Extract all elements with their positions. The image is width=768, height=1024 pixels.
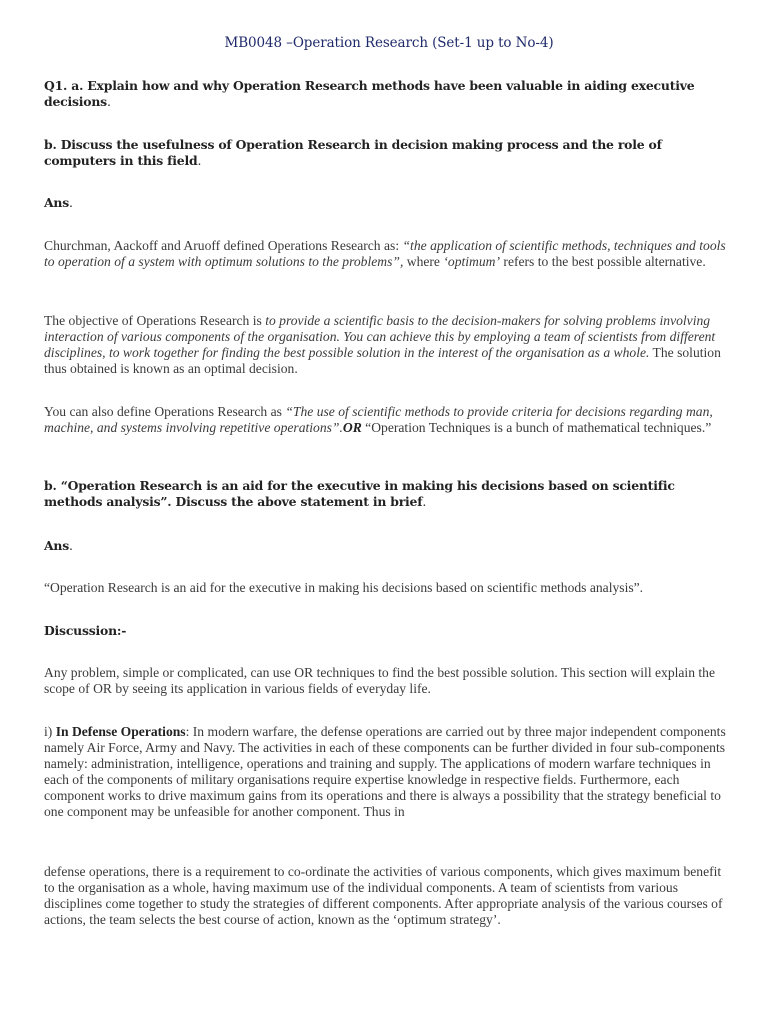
paragraph-defense-text: : In modern warfare, the defense operations are carried out by three major independent components namely Air Force, Army and Navy. The activities in each of these components can be further divided in four sub-components namely: administration, intelligence, operations and training and supply. The applications of modern warfare techniques in each of the components of military organisations require expertise knowledge in respective fields. Furthermore, each component works to drive maximum gains from its operations and there is always a possibility that the strategy beneficial to one component may be unfeasible for another component. Thus in [44,724,726,819]
paragraph-scope: Any problem, simple or complicated, can use OR techniques to find the best possible solution. This section will explain the scope of OR by seeing its application in various fields of everyday life. [44,665,716,696]
paragraph-defense-heading: In Defense Operations [55,724,186,739]
paragraph-definition [44,238,734,270]
question-1b-statement-text: b. “Operation Research is an aid for the executive in making his decisions based on scientific methods analysis”. Discuss the above statement in brief [44,478,675,509]
question-1a-period: . [106,94,111,109]
paragraph-alt-definition [44,404,734,436]
paragraph-objective-italic: to provide a scientific basis to the decision-makers for solving problems involving interaction of various components of the organisation. You can achieve this by employing a team of scientists from different disciplines, to work together for finding the best possible solution in the interest of the organisation as a whole. [44,313,716,360]
paragraph-alt-definition-a: You can also define Operations Research as [44,404,286,419]
paragraph-quote: “Operation Research is an aid for the executive in making his decisions based on scientific methods analysis”. [44,580,644,595]
question-1b-text: b. Discuss the usefulness of Operation Research in decision making process and the role of computers in this field [44,137,662,168]
question-1b-statement-period: . [422,494,427,509]
answer-label-2-period: . [69,538,73,553]
paragraph-definition-a: Churchman, Aackoff and Aruoff defined Operations Research as: [44,238,403,253]
paragraph-defense-prefix: i) [44,724,56,739]
paragraph-definition-quote: “the application of scientific methods, techniques and tools to operation of a system with optimum solutions to the problems”, [44,238,726,269]
question-1a [44,78,734,110]
paragraph-definition-e: refers to the best possible alternative. [500,254,706,269]
paragraph-alt-definition-d: “Operation Techniques is a bunch of mathematical techniques.” [361,420,712,435]
question-1b [44,137,734,169]
answer-label-2-text: Ans [44,538,69,553]
page-title: MB0048 –Operation Research (Set-1 up to No-4) [224,35,554,51]
answer-label-2 [44,538,734,554]
question-1b-period: . [197,153,202,168]
answer-label-1-text: Ans [44,195,69,210]
paragraph-definition-optimum: ‘optimum’ [443,254,501,269]
paragraph-definition-c: where [403,254,444,269]
paragraph-defense-operations [44,724,734,820]
paragraph-alt-definition-quote: “The use of scientific methods to provide criteria for decisions regarding man, machine, and systems involving repetitive operations”. [44,404,713,435]
paragraph-objective-c: The solution thus obtained is known as an optimal decision. [44,345,721,376]
question-1b-statement [44,478,734,510]
answer-label-1 [44,195,734,211]
question-1a-text: Q1. a. Explain how and why Operation Research methods have been valuable in aiding executive decisions [44,78,695,109]
answer-label-1-period: . [69,195,73,210]
paragraph-defense-continued: defense operations, there is a requirement to co-ordinate the activities of various components, which gives maximum benefit to the organisation as a whole, having maximum use of the individual components. A team of scientists from various disciplines come together to study the strategies of different components. After appropriate analysis of the various courses of actions, the team selects the best course of action, known as the ‘optimum strategy’. [44,864,723,927]
paragraph-objective [44,313,734,377]
paragraph-objective-a: The objective of Operations Research is [44,313,266,328]
paragraph-alt-definition-or: OR [342,420,362,435]
discussion-heading: Discussion:- [44,623,127,638]
